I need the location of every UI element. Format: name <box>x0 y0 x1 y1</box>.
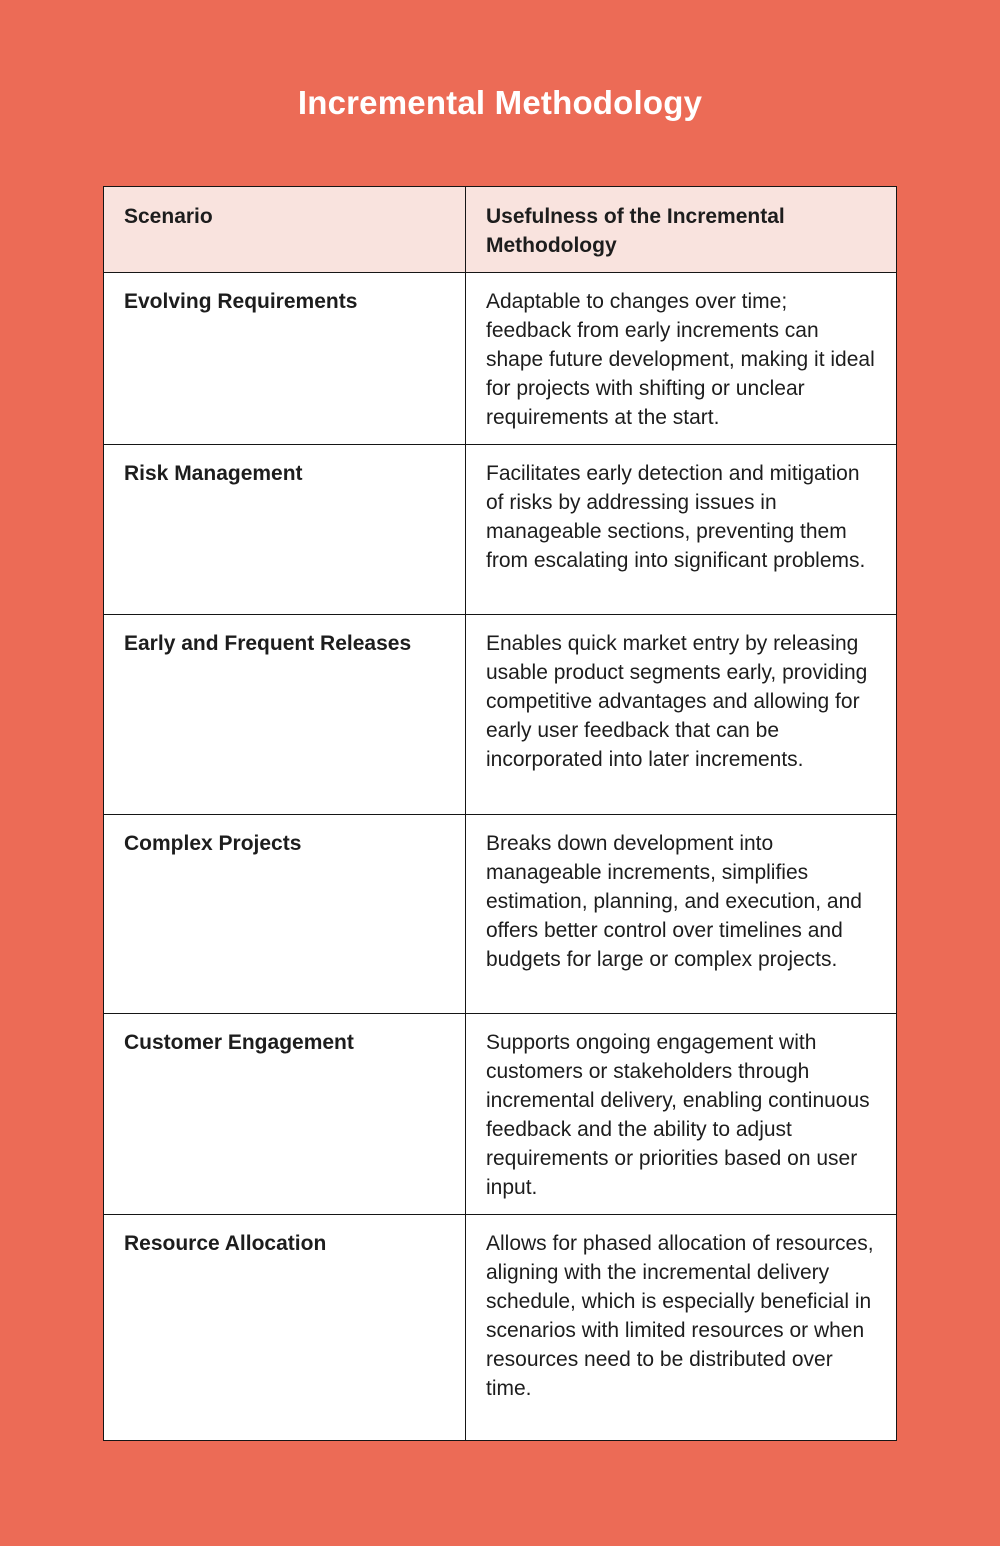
scenario-cell: Complex Projects <box>104 815 466 1014</box>
scenario-cell: Resource Allocation <box>104 1215 466 1441</box>
table-header-row <box>104 187 897 273</box>
scenario-cell: Customer Engagement <box>104 1014 466 1215</box>
usefulness-cell: Breaks down development into manageable increments, simplifies estimation, planning, and execution, and offers better control over timelines and budgets for large or complex projects. <box>466 815 897 1014</box>
page-title: Incremental Methodology <box>297 84 703 121</box>
scenario-cell: Early and Frequent Releases <box>104 615 466 815</box>
usefulness-cell: Allows for phased allocation of resources, aligning with the incremental delivery schedule, which is especially beneficial in scenarios with limited resources or when resources need to be distributed over time. <box>466 1215 897 1441</box>
scenario-table <box>103 186 897 1441</box>
scenario-cell: Risk Management <box>104 445 466 615</box>
usefulness-cell: Enables quick market entry by releasing usable product segments early, providing competitive advantages and allowing for early user feedback that can be incorporated into later increments. <box>466 615 897 815</box>
table-row <box>104 615 897 815</box>
table-row <box>104 445 897 615</box>
table-row <box>104 1014 897 1215</box>
usefulness-cell: Facilitates early detection and mitigation of risks by addressing issues in manageable sections, preventing them from escalating into significant problems. <box>466 445 897 615</box>
table-row <box>104 815 897 1014</box>
usefulness-cell: Adaptable to changes over time; feedback from early increments can shape future development, making it ideal for projects with shifting or unclear requirements at the start. <box>466 273 897 445</box>
scenario-cell: Evolving Requirements <box>104 273 466 445</box>
table-header-usefulness: Usefulness of the Incremental Methodology <box>466 187 897 273</box>
usefulness-cell: Supports ongoing engagement with customers or stakeholders through incremental delivery, enabling continuous feedback and the ability to adjust requirements or priorities based on user input. <box>466 1014 897 1215</box>
table-row <box>104 1215 897 1441</box>
table-header-scenario: Scenario <box>104 187 466 273</box>
table-row <box>104 273 897 445</box>
